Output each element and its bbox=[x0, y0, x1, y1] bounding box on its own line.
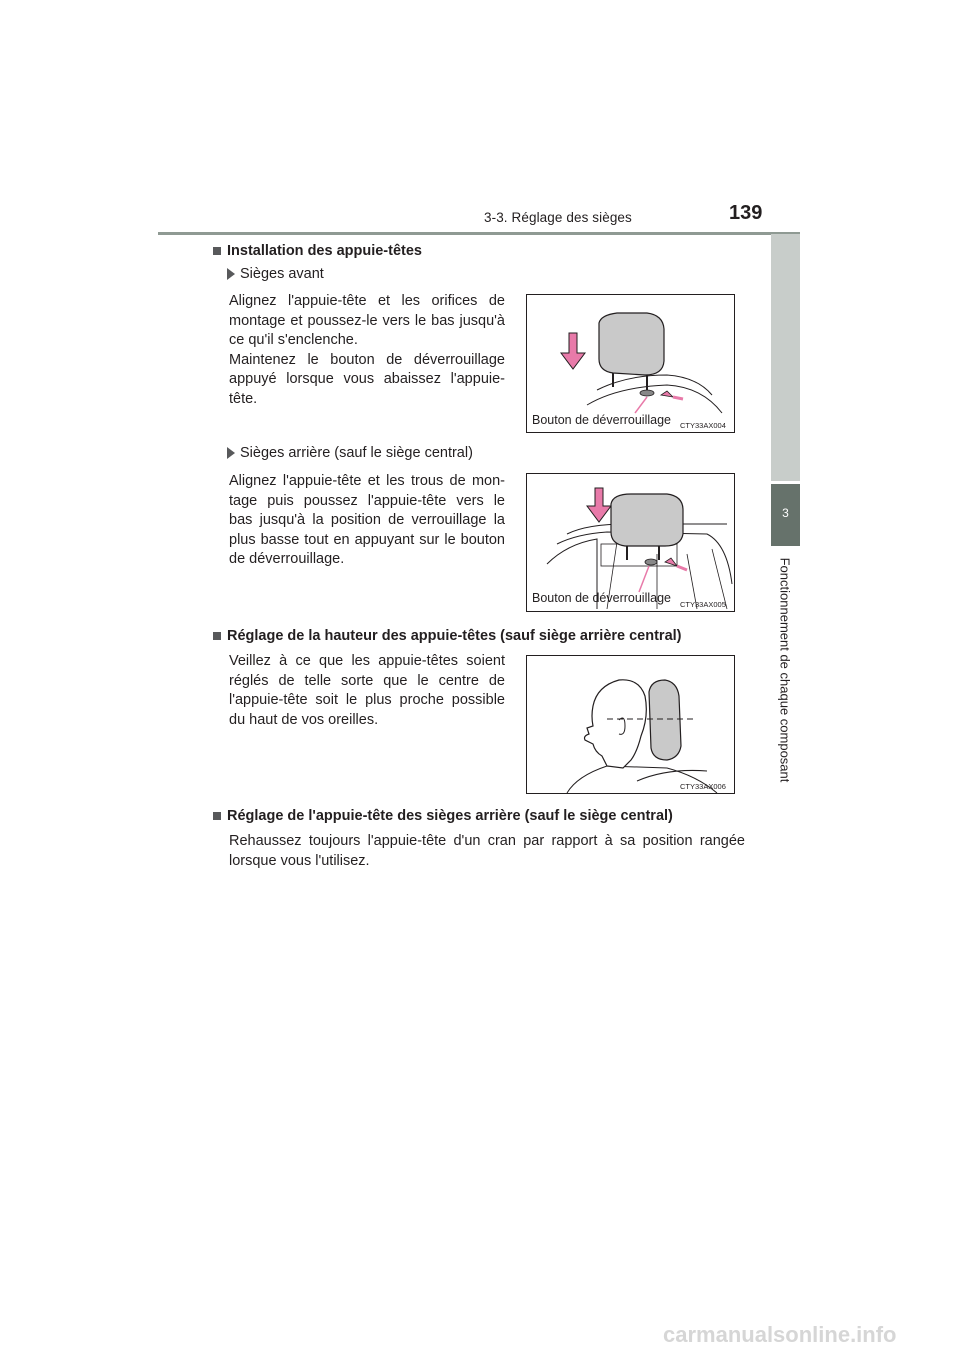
page-number: 139 bbox=[729, 202, 763, 224]
down-arrow-icon bbox=[587, 488, 611, 522]
heading-installation bbox=[213, 243, 422, 259]
text-line: Alignez l'appuie-tête et les orifices de bbox=[229, 293, 505, 309]
figure-callout-label: Bouton de déverrouillage bbox=[532, 413, 671, 427]
watermark: carmanualsonline.info bbox=[663, 1322, 897, 1347]
text-line: lorsque vous l'utilisez. bbox=[229, 852, 370, 869]
text-line: de déverrouillage. bbox=[229, 551, 345, 568]
front-instructions bbox=[229, 292, 505, 410]
text-line: plus basse tout en appuyant sur le bouton bbox=[229, 531, 505, 548]
text-line: montage et poussez-le vers le bas jusqu'à bbox=[229, 312, 505, 329]
heading-height-adjustment bbox=[213, 628, 682, 644]
head-position-illustration bbox=[527, 656, 734, 793]
figure-front-headrest bbox=[526, 294, 735, 433]
triangle-bullet-icon bbox=[227, 447, 235, 459]
rear-adjust-instructions bbox=[229, 832, 745, 871]
square-bullet-icon bbox=[213, 247, 221, 255]
chapter-title: Fonctionnement de chaque composant bbox=[777, 557, 793, 783]
figure-rear-headrest bbox=[526, 473, 735, 612]
text-line: tage puis poussez l'appuie-tête vers le bbox=[229, 492, 505, 509]
heading-text: Réglage de l'appuie-tête des sièges arrière (sauf le siège central) bbox=[227, 808, 673, 824]
text-line: appuyé lorsque vous abaissez l'appuie- bbox=[229, 371, 505, 388]
text-line: Veillez à ce que les appuie-têtes soient bbox=[229, 653, 505, 669]
section-title: 3-3. Réglage des sièges bbox=[484, 210, 632, 225]
text-line: Alignez l'appuie-tête et les trous de mon- bbox=[229, 473, 505, 489]
text-line: bas jusqu'à la position de verrouillage la bbox=[229, 512, 505, 529]
figure-code: CTY33AX004 bbox=[680, 421, 726, 430]
triangle-bullet-icon bbox=[227, 268, 235, 280]
pointer-arrow-icon bbox=[661, 391, 673, 397]
figure-code: CTY33AX006 bbox=[680, 782, 726, 791]
side-tab-top bbox=[771, 234, 800, 481]
heading-text: Installation des appuie-têtes bbox=[227, 243, 422, 259]
figure-code: CTY33AX005 bbox=[680, 600, 726, 609]
headrest-shape bbox=[611, 494, 683, 546]
rear-instructions bbox=[229, 472, 505, 570]
headrest-shape bbox=[599, 313, 664, 375]
height-instructions bbox=[229, 652, 505, 730]
head-profile bbox=[585, 680, 647, 768]
subheading-rear-seats bbox=[227, 445, 473, 461]
subheading-text: Sièges arrière (sauf le siège central) bbox=[240, 445, 473, 461]
text-line: ce qu'il s'enclenche. bbox=[229, 332, 358, 349]
text-line: réglés de telle sorte que le centre de bbox=[229, 672, 505, 689]
chapter-number: 3 bbox=[782, 506, 789, 520]
square-bullet-icon bbox=[213, 812, 221, 820]
pointer-arrow-icon bbox=[665, 558, 677, 566]
subheading-text: Sièges avant bbox=[240, 266, 324, 282]
figure-callout-label: Bouton de déverrouillage bbox=[532, 591, 671, 605]
headrest-shape bbox=[649, 680, 681, 760]
subheading-front-seats bbox=[227, 266, 324, 282]
text-line: Maintenez le bouton de déverrouillage bbox=[229, 351, 505, 368]
text-line: Rehaussez toujours l'appuie-tête d'un cran par rapport à sa position rangée bbox=[229, 833, 745, 849]
heading-rear-adjustment bbox=[213, 808, 673, 824]
down-arrow-icon bbox=[561, 333, 585, 369]
heading-text: Réglage de la hauteur des appuie-têtes (sauf siège arrière central) bbox=[227, 628, 682, 644]
square-bullet-icon bbox=[213, 632, 221, 640]
text-line: l'appuie-tête soit le plus proche possible bbox=[229, 692, 505, 709]
front-headrest-illustration bbox=[527, 295, 734, 432]
header-rule bbox=[158, 232, 800, 235]
text-line: tête. bbox=[229, 390, 258, 407]
figure-head-position bbox=[526, 655, 735, 794]
text-line: du haut de vos oreilles. bbox=[229, 711, 379, 728]
